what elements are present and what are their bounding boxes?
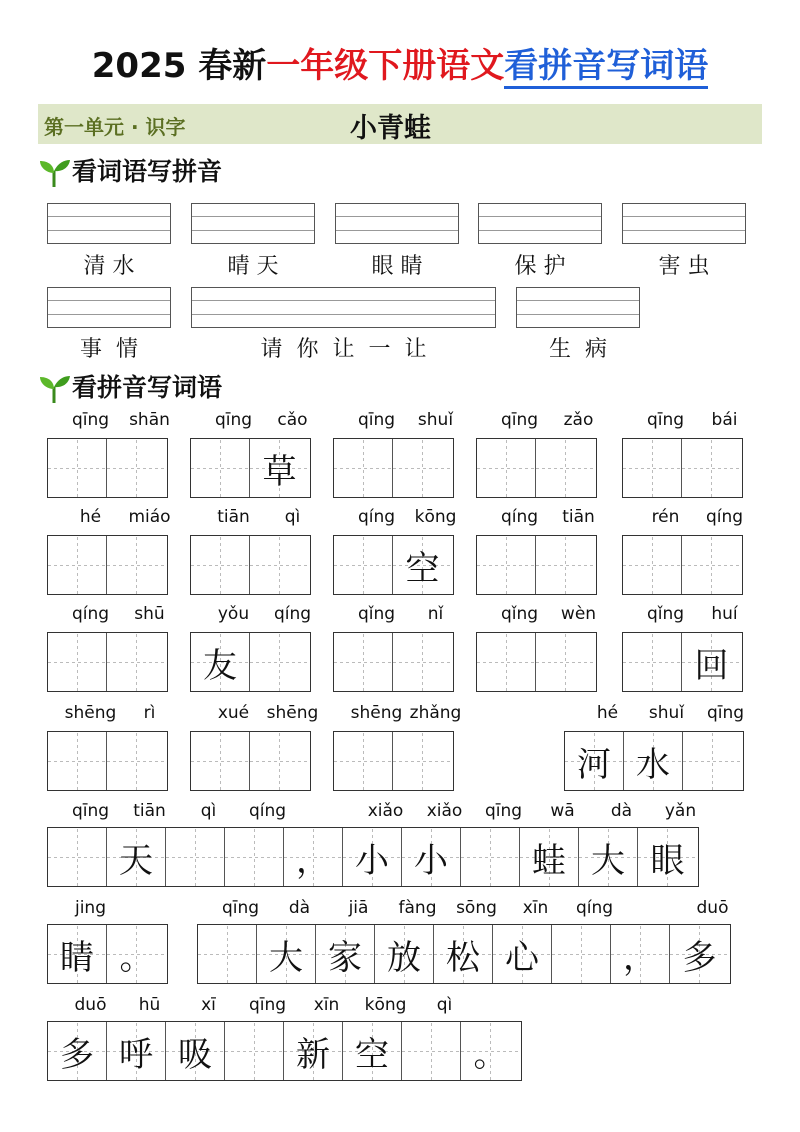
title-part-2: 一年级下册语文 (266, 46, 505, 86)
writing-line[interactable] (335, 203, 459, 244)
writing-grid[interactable] (333, 731, 454, 791)
pinyin-label: fàng (398, 898, 437, 918)
given-character: ， (623, 937, 657, 978)
grid-cell[interactable] (225, 828, 284, 886)
writing-grid[interactable] (333, 632, 454, 692)
pinyin-label: qīng (646, 410, 685, 430)
writing-line[interactable] (191, 287, 496, 328)
writing-grid[interactable] (190, 632, 311, 692)
given-character: 空 (405, 548, 440, 589)
writing-grid[interactable] (47, 438, 168, 498)
grid-cell[interactable] (402, 828, 461, 886)
sprout-icon (36, 155, 72, 189)
given-character: 草 (262, 451, 297, 492)
writing-grid[interactable] (190, 535, 311, 595)
grid-cell[interactable] (520, 828, 579, 886)
given-character: 多 (682, 937, 717, 978)
writing-grid[interactable] (47, 924, 168, 984)
section-heading-1 (36, 153, 222, 189)
pinyin-label: qīng (706, 703, 745, 723)
pinyin-label: qīng (484, 801, 523, 821)
pinyin-label: yǎn (664, 801, 697, 821)
grid-cell[interactable] (48, 828, 107, 886)
pinyin-label: qíng (248, 801, 287, 821)
title-part-3: 看拼音写词语 (504, 46, 708, 89)
grid-cell[interactable] (191, 633, 250, 691)
word-label: 事 情 (80, 337, 138, 362)
pinyin-label: tiān (133, 801, 166, 821)
writing-grid[interactable] (197, 924, 731, 984)
grid-cell[interactable] (191, 439, 250, 497)
section-heading-2 (36, 369, 222, 405)
pinyin-label: wèn (560, 604, 597, 624)
given-character: 家 (328, 937, 362, 978)
grid-cell[interactable] (623, 439, 682, 497)
writing-grid[interactable] (47, 535, 168, 595)
pinyin-label: qíng (705, 507, 744, 527)
pinyin-label: yǒu (217, 604, 250, 624)
grid-cell[interactable] (191, 732, 250, 790)
pinyin-label: bái (711, 410, 738, 430)
grid-cell[interactable] (107, 925, 166, 983)
grid-cell[interactable] (611, 925, 670, 983)
given-character: 吸 (178, 1034, 212, 1075)
section-title-2: 看拼音写词语 (72, 373, 223, 402)
grid-cell[interactable] (393, 439, 452, 497)
grid-cell[interactable] (393, 536, 452, 594)
pinyin-label: xī (201, 995, 216, 1015)
given-character: 大 (269, 937, 303, 978)
pinyin-label: wā (550, 801, 575, 821)
given-character: 睛 (60, 937, 94, 978)
pinyin-label: shuǐ (648, 703, 685, 723)
grid-cell[interactable] (48, 732, 107, 790)
grid-cell[interactable] (334, 536, 393, 594)
pinyin-label: qíng (500, 507, 539, 527)
grid-cell[interactable] (107, 732, 166, 790)
given-character: 新 (296, 1034, 330, 1075)
pinyin-label: qǐng (500, 604, 539, 624)
grid-cell[interactable] (682, 633, 741, 691)
pinyin-label: qíng (273, 604, 312, 624)
grid-cell[interactable] (334, 732, 393, 790)
pinyin-label: xīn (313, 995, 340, 1015)
word-label: 清 水 (83, 254, 135, 279)
grid-cell[interactable] (166, 1022, 225, 1080)
pinyin-label: nǐ (427, 604, 444, 624)
pinyin-label: qì (284, 507, 301, 527)
grid-cell[interactable] (493, 925, 552, 983)
pinyin-label: dà (288, 898, 311, 918)
grid-cell[interactable] (565, 732, 624, 790)
grid-cell[interactable] (316, 925, 375, 983)
grid-cell[interactable] (624, 732, 683, 790)
grid-cell[interactable] (191, 536, 250, 594)
grid-cell[interactable] (477, 633, 536, 691)
writing-grid[interactable] (333, 535, 454, 595)
writing-grid[interactable] (190, 731, 311, 791)
pinyin-label: qì (436, 995, 453, 1015)
grid-cell[interactable] (284, 828, 343, 886)
writing-grid[interactable] (476, 438, 597, 498)
unit-band (38, 104, 762, 144)
grid-cell[interactable] (552, 925, 611, 983)
given-character: 放 (387, 937, 421, 978)
unit-label: 第一单元 · 识字 (44, 115, 186, 139)
grid-cell[interactable] (477, 536, 536, 594)
grid-cell[interactable] (250, 536, 309, 594)
pinyin-label: hé (79, 507, 102, 527)
grid-cell[interactable] (402, 1022, 461, 1080)
writing-grid[interactable] (622, 535, 743, 595)
grid-cell[interactable] (107, 633, 166, 691)
given-character: 水 (636, 744, 670, 785)
pinyin-label: huí (711, 604, 738, 624)
grid-cell[interactable] (334, 439, 393, 497)
pinyin-label: qǐng (646, 604, 685, 624)
grid-cell[interactable] (434, 925, 493, 983)
grid-cell[interactable] (250, 439, 309, 497)
writing-line[interactable] (478, 203, 602, 244)
grid-cell[interactable] (334, 633, 393, 691)
pinyin-label: hé (596, 703, 619, 723)
given-character: 大 (591, 840, 625, 881)
grid-cell[interactable] (107, 1022, 166, 1080)
pinyin-label: qīng (357, 410, 396, 430)
given-character: ， (296, 840, 330, 881)
writing-grid[interactable] (47, 731, 168, 791)
given-character: 友 (203, 645, 237, 686)
pinyin-label: qì (200, 801, 217, 821)
pinyin-label: sōng (456, 898, 497, 918)
pinyin-label: rén (651, 507, 680, 527)
word-label: 请 你 让 一 让 (260, 337, 427, 362)
pinyin-label: shū (134, 604, 165, 624)
given-character: 多 (60, 1034, 94, 1075)
grid-cell[interactable] (375, 925, 434, 983)
grid-cell[interactable] (343, 828, 402, 886)
writing-grid[interactable] (476, 535, 597, 595)
given-character: 回 (694, 645, 729, 686)
writing-line[interactable] (47, 203, 171, 244)
given-character: 。 (119, 937, 154, 978)
pinyin-label: shēng (64, 703, 117, 723)
grid-cell[interactable] (48, 439, 107, 497)
pinyin-label: cǎo (277, 410, 308, 430)
pinyin-label: qīng (221, 898, 260, 918)
grid-cell[interactable] (198, 925, 257, 983)
pinyin-label: qíng (575, 898, 614, 918)
writing-grid[interactable] (622, 632, 743, 692)
word-label: 害 虫 (658, 254, 710, 279)
word-label: 眼 睛 (371, 254, 423, 279)
pinyin-label: xīn (522, 898, 549, 918)
grid-cell[interactable] (250, 732, 309, 790)
pinyin-label: qīng (248, 995, 287, 1015)
grid-cell[interactable] (461, 828, 520, 886)
grid-cell[interactable] (461, 1022, 520, 1080)
grid-cell[interactable] (107, 439, 166, 497)
given-character: 心 (505, 937, 539, 978)
pinyin-label: qīng (71, 801, 110, 821)
given-character: 。 (473, 1034, 508, 1075)
pinyin-label: dà (610, 801, 633, 821)
word-label: 晴 天 (227, 254, 279, 279)
word-label: 生 病 (549, 337, 607, 362)
pinyin-label: tiān (217, 507, 250, 527)
given-character: 呼 (119, 1034, 153, 1075)
grid-cell[interactable] (284, 1022, 343, 1080)
section-title-1: 看词语写拼音 (72, 157, 223, 186)
title-part-1: 2025 春新 (91, 46, 267, 86)
pinyin-label: shān (129, 410, 170, 430)
grid-cell[interactable] (623, 633, 682, 691)
grid-cell[interactable] (48, 925, 107, 983)
pinyin-label: xiǎo (426, 801, 463, 821)
grid-cell[interactable] (343, 1022, 402, 1080)
grid-cell[interactable] (477, 439, 536, 497)
pinyin-label: qíng (71, 604, 110, 624)
pinyin-label: jing (74, 898, 106, 918)
pinyin-label: rì (143, 703, 156, 723)
given-character: 小 (414, 840, 448, 881)
pinyin-label: zhǎng (409, 703, 462, 723)
grid-cell[interactable] (48, 536, 107, 594)
grid-cell[interactable] (536, 536, 595, 594)
grid-cell[interactable] (257, 925, 316, 983)
given-character: 蛙 (532, 840, 566, 881)
writing-grid[interactable] (564, 731, 744, 791)
grid-cell[interactable] (682, 536, 741, 594)
writing-line[interactable] (47, 287, 171, 328)
pinyin-label: qīng (214, 410, 253, 430)
pinyin-label: qīng (500, 410, 539, 430)
pinyin-label: miáo (128, 507, 171, 527)
given-character: 眼 (650, 840, 685, 881)
pinyin-label: duō (696, 898, 729, 918)
pinyin-label: duō (74, 995, 107, 1015)
writing-grid[interactable] (47, 827, 699, 887)
pinyin-label: shēng (350, 703, 403, 723)
writing-grid[interactable] (47, 632, 168, 692)
grid-cell[interactable] (393, 732, 452, 790)
sprout-icon (36, 371, 72, 405)
writing-grid[interactable] (622, 438, 743, 498)
pinyin-label: tiān (562, 507, 595, 527)
grid-cell[interactable] (393, 633, 452, 691)
grid-cell[interactable] (683, 732, 742, 790)
grid-cell[interactable] (225, 1022, 284, 1080)
grid-cell[interactable] (638, 828, 697, 886)
grid-cell[interactable] (623, 536, 682, 594)
grid-cell[interactable] (48, 633, 107, 691)
pinyin-label: kōng (364, 995, 407, 1015)
given-character: 小 (355, 840, 389, 881)
grid-cell[interactable] (107, 828, 166, 886)
grid-cell[interactable] (48, 1022, 107, 1080)
writing-grid[interactable] (47, 1021, 522, 1081)
grid-cell[interactable] (536, 439, 595, 497)
writing-line[interactable] (516, 287, 640, 328)
word-label: 保 护 (514, 254, 566, 279)
pinyin-label: shuǐ (417, 410, 454, 430)
given-character: 空 (355, 1034, 389, 1075)
given-character: 天 (119, 840, 153, 881)
lesson-title: 小青蛙 (350, 113, 431, 144)
pinyin-label: qǐng (357, 604, 396, 624)
pinyin-label: xiǎo (367, 801, 404, 821)
given-character: 河 (577, 744, 611, 785)
pinyin-label: kōng (414, 507, 457, 527)
writing-grid[interactable] (190, 438, 311, 498)
writing-grid[interactable] (476, 632, 597, 692)
pinyin-label: qīng (71, 410, 110, 430)
writing-line[interactable] (191, 203, 315, 244)
pinyin-label: qíng (357, 507, 396, 527)
grid-cell[interactable] (670, 925, 729, 983)
grid-cell[interactable] (250, 633, 309, 691)
given-character: 松 (446, 937, 480, 978)
grid-cell[interactable] (579, 828, 638, 886)
pinyin-label: zǎo (563, 410, 594, 430)
writing-grid[interactable] (333, 438, 454, 498)
pinyin-label: shēng (266, 703, 319, 723)
grid-cell[interactable] (536, 633, 595, 691)
grid-cell[interactable] (166, 828, 225, 886)
pinyin-label: xué (217, 703, 250, 723)
grid-cell[interactable] (682, 439, 741, 497)
pinyin-label: jiā (348, 898, 369, 918)
pinyin-label: hū (138, 995, 161, 1015)
writing-line[interactable] (622, 203, 746, 244)
page-title (0, 40, 800, 92)
grid-cell[interactable] (107, 536, 166, 594)
